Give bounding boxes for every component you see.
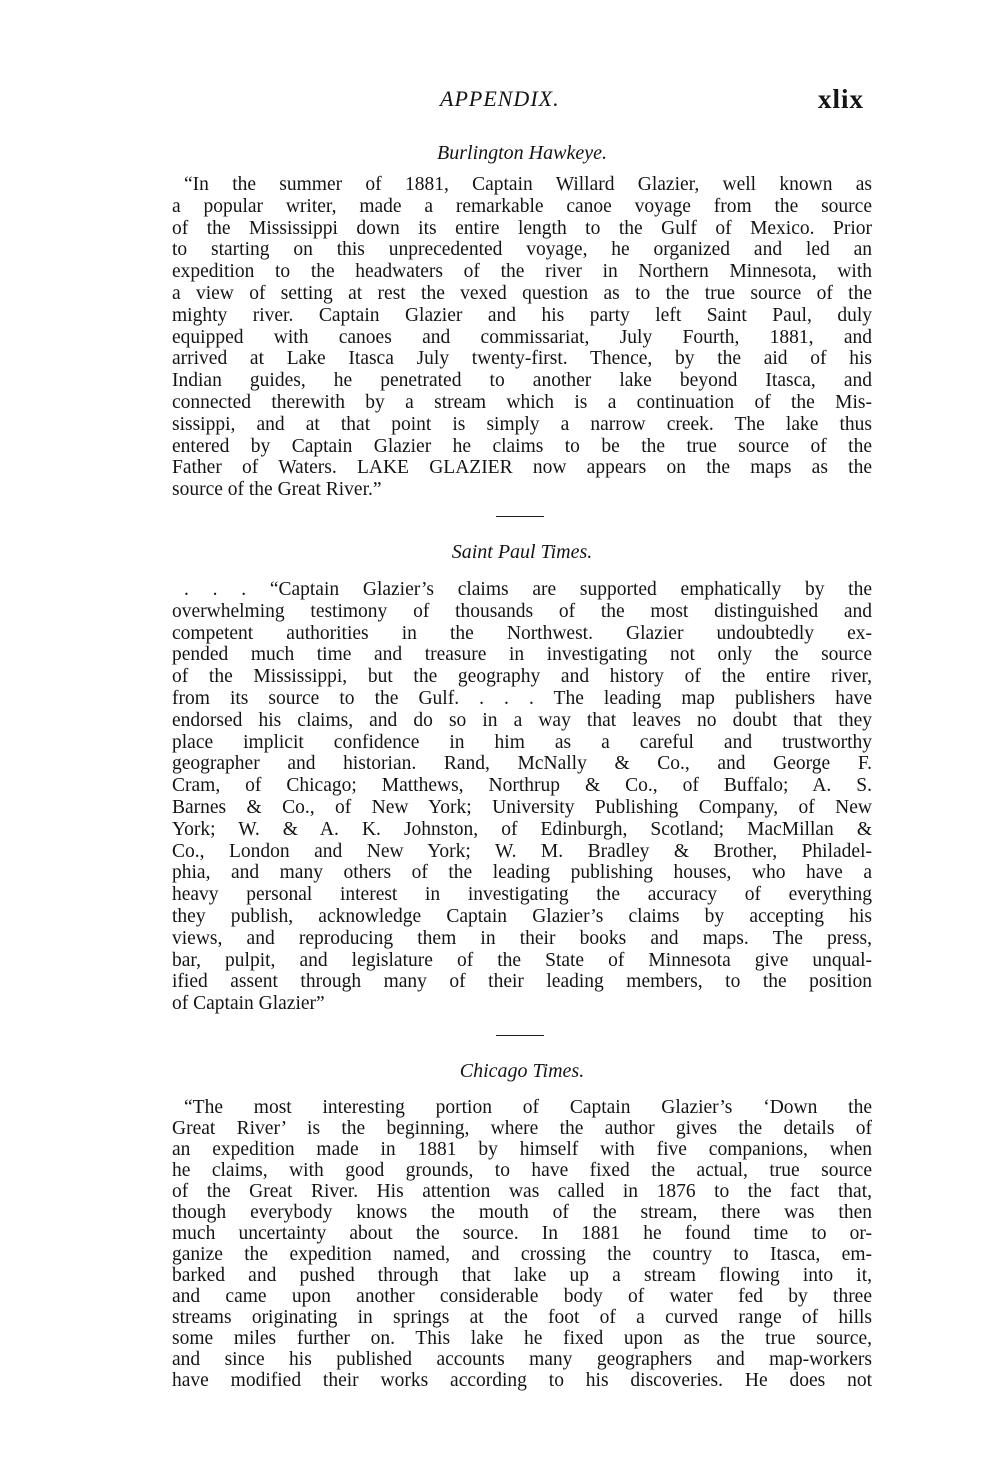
- text-line: York; W. & A. K. Johnston, of Edinburgh, Scotland; MacMillan &: [172, 818, 872, 840]
- text-line: Great River’ is the beginning, where the author gives the details of: [172, 1118, 872, 1139]
- page-number: xlix: [818, 84, 865, 114]
- text-line: of Captain Glazier”: [172, 993, 325, 1015]
- section-heading-chicago-times: Chicago Times.: [459, 1060, 585, 1082]
- text-line: “The most interesting portion of Captain Glazier’s ‘Down the: [184, 1097, 872, 1118]
- text-line: mighty river. Captain Glazier and his party left Saint Paul, duly: [172, 304, 872, 326]
- text-line: Indian guides, he penetrated to another lake beyond Itasca, and: [172, 370, 872, 392]
- section-divider: [496, 1035, 544, 1036]
- text-line: Barnes & Co., of New York; University Publishing Company, of New: [172, 796, 872, 818]
- section-divider: [496, 516, 544, 517]
- text-line: place implicit confidence in him as a careful and trustworthy: [172, 731, 872, 753]
- text-line: from its source to the Gulf. . . . The leading map publishers have: [172, 687, 872, 709]
- text-line: entered by Captain Glazier he claims to be the true source of the: [172, 435, 872, 457]
- running-head: [0, 86, 1000, 116]
- text-line: “In the summer of 1881, Captain Willard Glazier, well known as: [184, 174, 872, 195]
- text-line: bar, pulpit, and legislature of the State of Minnesota give unqual-: [172, 949, 872, 971]
- text-line: he claims, with good grounds, to have fixed the actual, true source: [172, 1160, 872, 1181]
- quote-chicago-times: [172, 1097, 872, 1391]
- text-line: pended much time and treasure in investigating not only the source: [172, 644, 872, 666]
- text-line: heavy personal interest in investigating the accuracy of everything: [172, 884, 872, 906]
- text-line: and came upon another considerable body of water fed by three: [172, 1286, 872, 1307]
- text-line: source of the Great River.”: [172, 479, 382, 501]
- text-line: endorsed his claims, and do so in a way that leaves no doubt that they: [172, 709, 872, 731]
- text-line: Cram, of Chicago; Matthews, Northrup & Co., of Buffalo; A. S.: [172, 775, 872, 797]
- text-line: sissippi, and at that point is simply a narrow creek. The lake thus: [172, 413, 872, 435]
- text-line: a popular writer, made a remarkable canoe voyage from the source: [172, 195, 872, 217]
- text-line: Co., London and New York; W. M. Bradley & Brother, Philadel-: [172, 840, 872, 862]
- text-line: competent authorities in the Northwest. Glazier undoubtedly ex-: [172, 622, 872, 644]
- text-line: expedition to the headwaters of the river in Northern Minnesota, with: [172, 261, 872, 283]
- text-line: . . . “Captain Glazier’s claims are supported emphatically by the: [184, 579, 872, 600]
- running-title: APPENDIX.: [440, 86, 560, 111]
- section-heading-saint-paul-times: Saint Paul Times.: [451, 541, 593, 563]
- text-line: arrived at Lake Itasca July twenty-first. Thence, by the aid of his: [172, 348, 872, 370]
- text-line: overwhelming testimony of thousands of the most distinguished and: [172, 600, 872, 622]
- text-line: an expedition made in 1881 by himself with five companions, when: [172, 1139, 872, 1160]
- text-line: though everybody knows the mouth of the stream, there was then: [172, 1202, 872, 1223]
- text-line: connected therewith by a stream which is a continuation of the Mis-: [172, 391, 872, 413]
- text-line: equipped with canoes and commissariat, July Fourth, 1881, and: [172, 326, 872, 348]
- text-line: Father of Waters. LAKE GLAZIER now appears on the maps as the: [172, 457, 872, 479]
- text-line: they publish, acknowledge Captain Glazier’s claims by accepting his: [172, 905, 872, 927]
- text-line: of the Mississippi, but the geography and history of the entire river,: [172, 666, 872, 688]
- quote-saint-paul-times: [172, 579, 872, 1015]
- text-line: some miles further on. This lake he fixed upon as the true source,: [172, 1328, 872, 1349]
- text-line: and since his published accounts many geographers and map-workers: [172, 1349, 872, 1370]
- text-line: of the Mississippi down its entire length to the Gulf of Mexico. Prior: [172, 217, 872, 239]
- text-line: ganize the expedition named, and crossing the country to Itasca, em-: [172, 1244, 872, 1265]
- text-line: phia, and many others of the leading publishing houses, who have a: [172, 862, 872, 884]
- text-line: ified assent through many of their leading members, to the position: [172, 971, 872, 993]
- text-line: streams originating in springs at the foot of a curved range of hills: [172, 1307, 872, 1328]
- text-line: much uncertainty about the source. In 1881 he found time to or-: [172, 1223, 872, 1244]
- text-line: geographer and historian. Rand, McNally & Co., and George F.: [172, 753, 872, 775]
- quote-burlington-hawkeye: [172, 174, 872, 501]
- text-line: to starting on this unprecedented voyage, he organized and led an: [172, 239, 872, 261]
- text-line: have modified their works according to his discoveries. He does not: [172, 1370, 872, 1391]
- text-line: views, and reproducing them in their books and maps. The press,: [172, 927, 872, 949]
- section-heading-burlington-hawkeye: Burlington Hawkeye.: [437, 142, 607, 164]
- text-line: of the Great River. His attention was called in 1876 to the fact that,: [172, 1181, 872, 1202]
- text-line: a view of setting at rest the vexed question as to the true source of the: [172, 282, 872, 304]
- text-line: barked and pushed through that lake up a stream flowing into it,: [172, 1265, 872, 1286]
